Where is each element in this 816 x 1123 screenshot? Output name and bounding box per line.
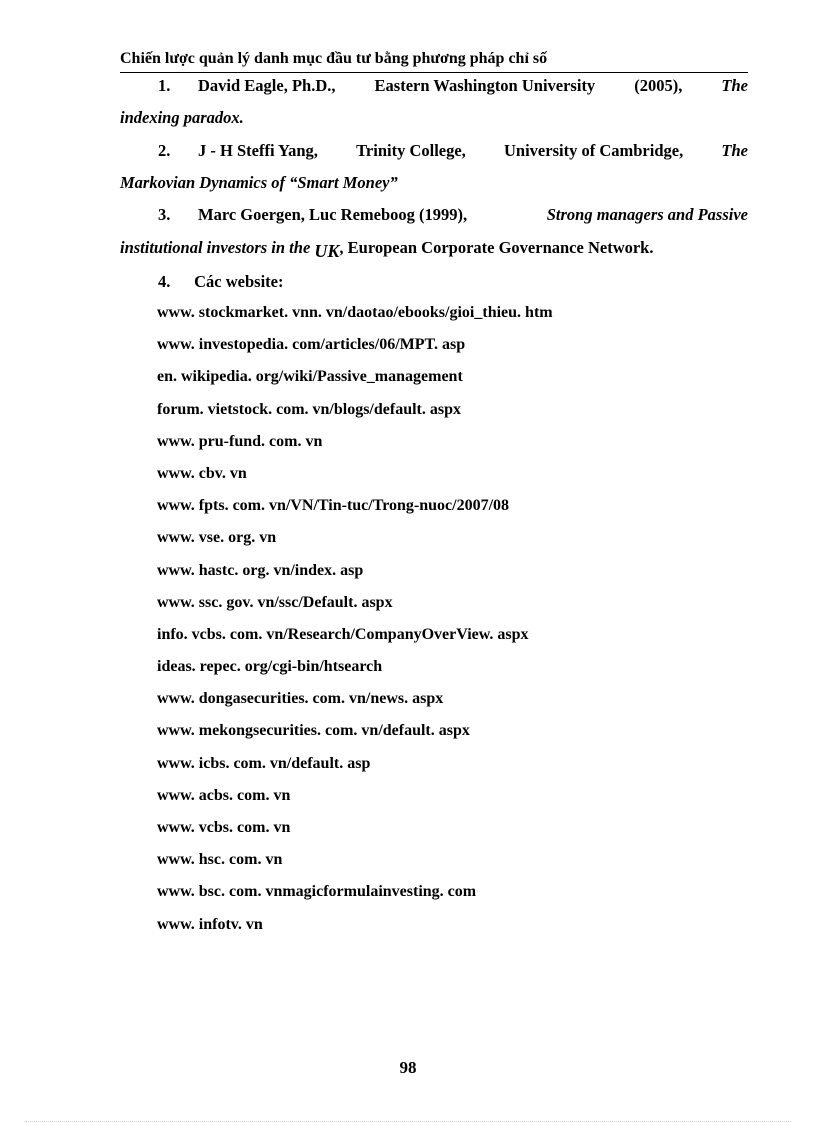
website-item: ideas. repec. org/cgi-bin/htsearch bbox=[157, 658, 383, 676]
reference-title: institutional investors in the bbox=[120, 238, 311, 257]
website-item: www. mekongsecurities. com. vn/default. aspx bbox=[157, 722, 470, 740]
website-item: www. vse. org. vn bbox=[157, 529, 277, 547]
website-item: www. ssc. gov. vn/ssc/Default. aspx bbox=[157, 593, 393, 611]
reference-title: indexing paradox. bbox=[120, 108, 244, 127]
reference-title-uk: UK bbox=[314, 241, 340, 261]
website-item: www. icbs. com. vn/default. asp bbox=[157, 754, 371, 772]
page-bottom-divider bbox=[25, 1121, 791, 1122]
reference-university: University of Cambridge, bbox=[504, 141, 684, 160]
reference-number: 3. bbox=[158, 205, 171, 224]
reference-title: Markovian Dynamics of “Smart Money” bbox=[120, 173, 398, 192]
websites-heading bbox=[158, 272, 283, 292]
reference-title-start: The bbox=[721, 76, 748, 95]
reference-author: David Eagle, Ph.D., bbox=[198, 76, 336, 95]
website-item: www. hastc. org. vn/index. asp bbox=[157, 561, 364, 579]
reference-title-start: The bbox=[721, 141, 748, 160]
website-item: www. investopedia. com/articles/06/MPT. asp bbox=[157, 336, 466, 354]
reference-publisher: , European Corporate Governance Network. bbox=[339, 238, 654, 257]
websites-number: 4. bbox=[158, 272, 171, 291]
reference-1 bbox=[120, 76, 748, 136]
websites-heading-label: Các website: bbox=[194, 272, 284, 291]
running-header bbox=[120, 48, 748, 73]
website-item: en. wikipedia. org/wiki/Passive_management bbox=[157, 368, 463, 386]
reference-institution: Eastern Washington University bbox=[374, 76, 596, 95]
page-number: 98 bbox=[399, 1058, 417, 1077]
website-item: info. vcbs. com. vn/Research/CompanyOverView. aspx bbox=[157, 625, 529, 643]
website-item: www. hsc. com. vn bbox=[157, 851, 283, 869]
reference-author: Marc Goergen, Luc Remeboog (1999), bbox=[198, 205, 468, 224]
website-item: www. vcbs. com. vn bbox=[157, 819, 291, 836]
website-item: www. stockmarket. vnn. vn/daotao/ebooks/gioi_thieu. htm bbox=[157, 304, 553, 321]
reference-2 bbox=[120, 141, 748, 201]
website-item: www. pru-fund. com. vn bbox=[157, 432, 323, 450]
website-item: www. acbs. com. vn bbox=[157, 786, 291, 804]
website-item: www. bsc. com. vnmagicformulainvesting. com bbox=[157, 883, 477, 901]
reference-number: 1. bbox=[158, 76, 171, 95]
reference-author: J - H Steffi Yang, bbox=[198, 141, 318, 160]
website-item: www. infotv. vn bbox=[157, 915, 263, 933]
reference-3 bbox=[120, 205, 748, 265]
reference-number: 2. bbox=[158, 141, 171, 160]
website-item: forum. vietstock. com. vn/blogs/default. aspx bbox=[157, 400, 461, 418]
reference-title-start: Strong managers and Passive bbox=[546, 205, 748, 224]
header-title: Chiến lược quản lý danh mục đầu tư bằng phương pháp chỉ số bbox=[120, 50, 548, 67]
website-item: www. dongasecurities. com. vn/news. aspx bbox=[157, 690, 444, 708]
website-item: www. cbv. vn bbox=[157, 464, 247, 482]
website-item: www. fpts. com. vn/VN/Tin-tuc/Trong-nuoc/2007/08 bbox=[157, 497, 510, 515]
website-list bbox=[157, 300, 553, 944]
reference-college: Trinity College, bbox=[356, 141, 466, 160]
reference-year: (2005), bbox=[634, 76, 683, 95]
